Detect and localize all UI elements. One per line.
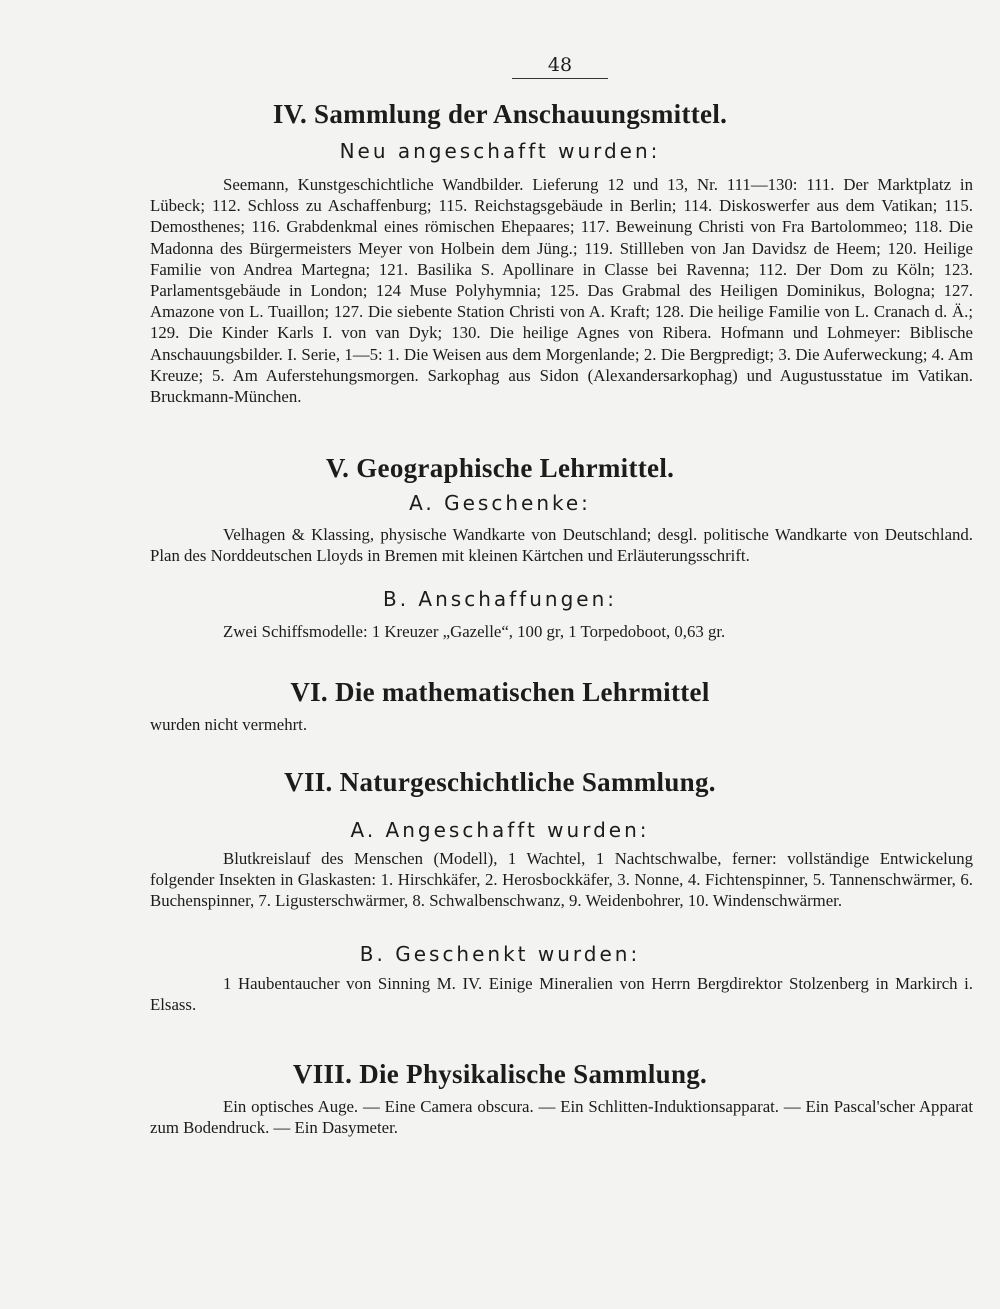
section-vi-paragraph: wurden nicht vermehrt.	[150, 715, 308, 734]
section-v-paragraph-a: Velhagen & Klassing, physische Wandkarte von Deutschland; desgl. politische Wandkarte von Deutschland. Plan des Norddeutschen Lloyds in Bremen mit kleinen Kärtchen und Erläuterungsschrift.	[150, 525, 973, 566]
section-vii-paragraph-b: 1 Haubentaucher von Sinning M. IV. Einige Mineralien von Herrn Bergdirektor Stolzenberg in Markirch i. Elsass.	[150, 974, 973, 1015]
section-viii-paragraph: Ein optisches Auge. — Eine Camera obscura. — Ein Schlitten-Induktionsapparat. — Ein Pascal'scher Apparat zum Bodendruck. — Ein Dasymeter.	[150, 1097, 973, 1138]
section-vii-title: VII. Naturgeschichtliche Sammlung.	[284, 767, 716, 797]
section-vii-subheading-a: A. Angeschafft wurden:	[350, 818, 650, 842]
section-v-paragraph-b: Zwei Schiffsmodelle: 1 Kreuzer „Gazelle“, 100 gr, 1 Torpedoboot, 0,63 gr.	[223, 622, 726, 641]
section-iv-subheading: Neu angeschafft wurden:	[339, 139, 661, 163]
section-iv-paragraph: Seemann, Kunstgeschichtliche Wandbilder. Lieferung 12 und 13, Nr. 111—130: 111. Der Marktplatz in Lübeck; 112. Schloss zu Aschaffenburg; 115. Reichstagsgebäude in Berlin; 114. Diskoswerfer aus dem Vatikan; 115. Demosthenes; 116. Grabdenkmal eines römischen Ehepaares; 117. Beweinung Christi von Fra Bartolommeo; 118. Die Madonna des Bürgermeisters Meyer von Holbein dem Jüng.; 119. Stillleben von Jan Davidsz de Heem; 120. Heilige Familie von Andrea Martegna; 121. Basilika S. Apollinare in Classe bei Ravenna; 112. Der Dom zu Köln; 123. Parlamentsgebäude in London; 124 Muse Polyhymnia; 125. Das Grabmal des Heiligen Dominikus, Bologna; 127. Amazone von L. Tuaillon; 127. Die siebente Station Christi von A. Kraft; 128. Die heilige Familie von L. Cranach d. Ä.; 129. Die Kinder Karls I. von van Dyk; 130. Die heilige Agnes von Ribera. Hofmann und Lohmeyer: Biblische Anschauungsbilder. I. Serie, 1—5: 1. Die Weisen aus dem Morgenlande; 2. Die Bergpredigt; 3. Die Auferweckung; 4. Am Kreuze; 5. Am Auferstehungsmorgen. Sarkophag aus Sidon (Alexandersarkophag) und Augustusstatue im Vatikan. Bruckmann-München.	[150, 175, 973, 407]
section-iv-title: IV. Sammlung der Anschauungsmittel.	[272, 99, 728, 129]
section-v-title: V. Geographische Lehrmittel.	[325, 453, 675, 483]
section-vi-title: VI. Die mathematischen Lehrmittel	[290, 677, 710, 707]
section-vii-subheading-b: B. Geschenkt wurden:	[359, 942, 641, 966]
section-vii-paragraph-a: Blutkreislauf des Menschen (Modell), 1 Wachtel, 1 Nachtschwalbe, ferner: vollständige Entwickelung folgender Insekten in Glaskasten: 1. Hirschkäfer, 2. Herosbockkäfer, 3. Nonne, 4. Fichtenspinner, 5. Tannenschwärmer, 6. Buchenspinner, 7. Ligusterschwärmer, 8. Schwalbenschwanz, 9. Weidenbohrer, 10. Windenschwärmer.	[150, 849, 973, 911]
section-v-subheading-b: B. Anschaffungen:	[383, 587, 617, 611]
section-viii-title: VIII. Die Physikalische Sammlung.	[292, 1059, 708, 1089]
page-number: 48	[512, 54, 608, 79]
section-v-subheading-a: A. Geschenke:	[409, 491, 591, 515]
